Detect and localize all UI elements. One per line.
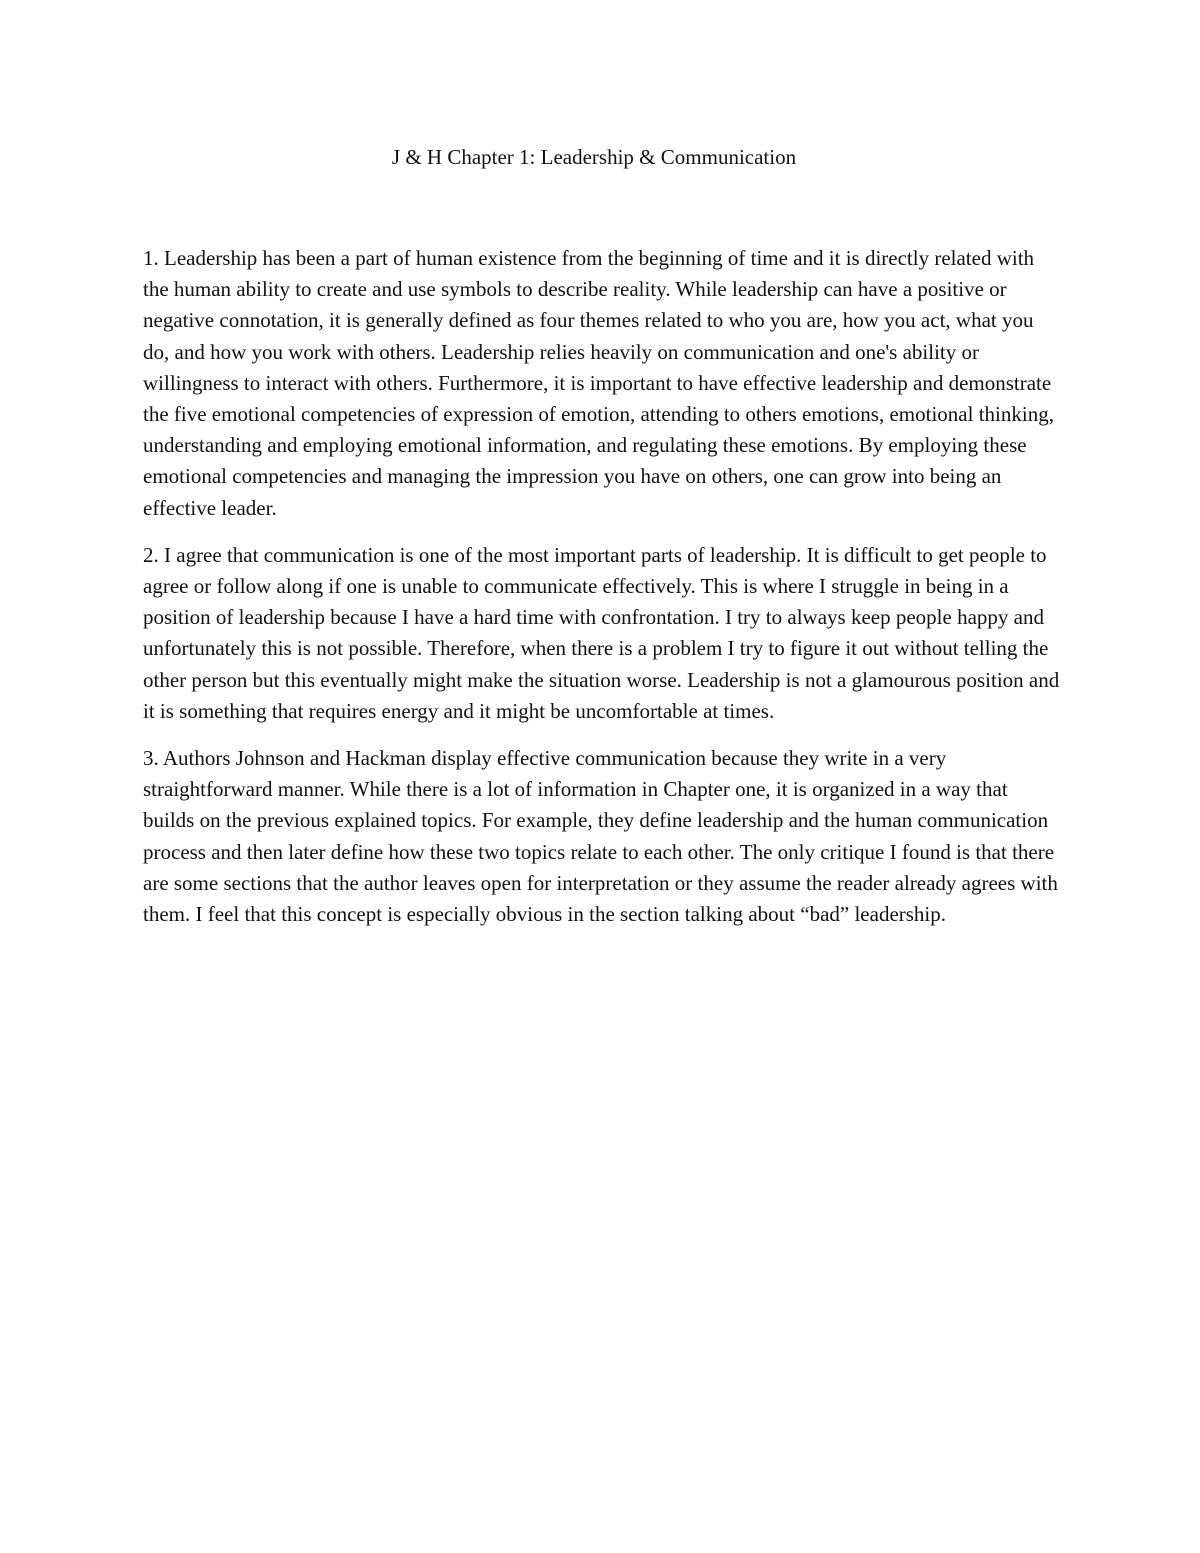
- paragraph-1: 1. Leadership has been a part of human existence from the beginning of time and it is directly related with the human ability to create and use symbols to describe reality. While leadership can have a positive or negative connotation, it is generally defined as four themes related to who you are, how you act, what you do, and how you work with others. Leadership relies heavily on communication and one's ability or willingness to interact with others. Furthermore, it is important to have effective leadership and demonstrate the five emotional competencies of expression of emotion, attending to others emotions, emotional thinking, understanding and employing emotional information, and regulating these emotions. By employing these emotional competencies and managing the impression you have on others, one can grow into being an effective leader.: [143, 246, 1054, 520]
- document-title: J & H Chapter 1: Leadership & Communication: [391, 145, 797, 169]
- paragraph-2: 2. I agree that communication is one of the most important parts of leadership. It is difficult to get people to agree or follow along if one is unable to communicate effectively. This is where I struggle in being in a position of leadership because I have a hard time with confrontation. I try to always keep people happy and unfortunately this is not possible. Therefore, when there is a problem I try to figure it out without telling the other person but this eventually might make the situation worse. Leadership is not a glamourous position and it is something that requires energy and it might be uncomfortable at times.: [143, 542, 1060, 723]
- paragraph-3: 3. Authors Johnson and Hackman display effective communication because they write in a very straightforward manner. While there is a lot of information in Chapter one, it is organized in a way that builds on the previous explained topics. For example, they define leadership and the human communication process and then later define how these two topics relate to each other. The only critique I found is that there are some sections that the author leaves open for interpretation or they assume the reader already agrees with them. I feel that this concept is especially obvious in the section talking about “bad” leadership.: [143, 746, 1058, 927]
- document-body: [143, 243, 1063, 946]
